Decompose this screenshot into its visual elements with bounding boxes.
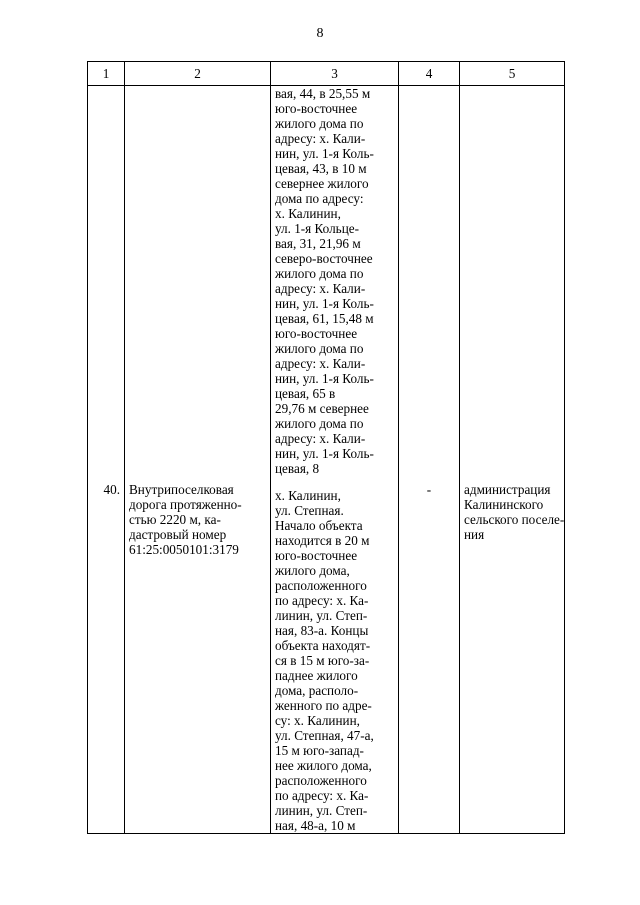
continued-text-line: цевая, 8 xyxy=(275,461,320,476)
row-number-cell xyxy=(88,86,125,834)
continued-text-line: вая, 31, 21,96 м xyxy=(275,236,361,251)
continued-text-line: адресу: х. Кали- xyxy=(275,281,366,296)
continued-text-line: адресу: х. Кали- xyxy=(275,356,366,371)
location-line: линин, ул. Степ- xyxy=(275,608,368,623)
continued-text-line: нин, ул. 1-я Коль- xyxy=(275,446,374,461)
location-line: ная, 83-а. Концы xyxy=(275,623,369,638)
column-4-value: - xyxy=(426,482,432,497)
column-header-5: 5 xyxy=(460,62,565,86)
location-line: юго-восточнее xyxy=(275,548,358,563)
location-line: находится в 20 м xyxy=(275,533,370,548)
location-text xyxy=(275,488,394,833)
continued-text-line: цевая, 61, 15,48 м xyxy=(275,311,374,326)
location-line: линин, ул. Степ- xyxy=(275,803,368,818)
continued-text-line: юго-восточнее xyxy=(275,101,358,116)
column-header-4: 4 xyxy=(399,62,460,86)
continued-text-line: нин, ул. 1-я Коль- xyxy=(275,371,374,386)
continued-text-line: жилого дома по xyxy=(275,116,364,131)
table-header-row xyxy=(88,62,565,86)
continued-text-line: жилого дома по xyxy=(275,266,364,281)
continued-text-line: 29,76 м севернее xyxy=(275,401,369,416)
object-name-line: дорога протяженно- xyxy=(129,497,242,512)
continued-text-line: х. Калинин, xyxy=(275,206,341,221)
location-line: жилого дома, xyxy=(275,563,350,578)
location-line: паднее жилого xyxy=(275,668,358,683)
location-line: женного по адре- xyxy=(275,698,372,713)
column-header-1: 1 xyxy=(88,62,125,86)
location-line: дома, располо- xyxy=(275,683,359,698)
object-name-line: Внутрипоселковая xyxy=(129,482,234,497)
continued-text-line: жилого дома по xyxy=(275,416,364,431)
location-line: расположенного xyxy=(275,578,367,593)
continued-location-text xyxy=(275,86,394,476)
continued-text-line: северо-восточнее xyxy=(275,251,373,266)
continued-text-line: цевая, 65 в xyxy=(275,386,336,401)
location-line: су: х. Калинин, xyxy=(275,713,360,728)
location-line: расположенного xyxy=(275,773,367,788)
continued-text-line: адресу: х. Кали- xyxy=(275,131,366,146)
location-line: Начало объекта xyxy=(275,518,363,533)
location-line: ул. Степная, 47-а, xyxy=(275,728,374,743)
object-name-line: 61:25:0050101:3179 xyxy=(129,542,239,557)
location-line: ная, 48-а, 10 м xyxy=(275,818,356,833)
continued-text-line: адресу: х. Кали- xyxy=(275,431,366,446)
location-cell xyxy=(271,86,399,834)
continued-text-line: севернее жилого xyxy=(275,176,369,191)
column-header-3: 3 xyxy=(271,62,399,86)
location-line: ул. Степная. xyxy=(275,503,344,518)
owner-cell xyxy=(460,86,565,834)
continued-text-line: вая, 44, в 25,55 м xyxy=(275,86,371,101)
object-name-line: дастровый номер xyxy=(129,527,227,542)
table-row xyxy=(88,86,565,834)
location-line: объекта находят- xyxy=(275,638,371,653)
continued-text-line: юго-восточнее xyxy=(275,326,358,341)
continued-text-line: нин, ул. 1-я Коль- xyxy=(275,146,374,161)
location-line: по адресу: х. Ка- xyxy=(275,788,369,803)
column-header-2: 2 xyxy=(125,62,271,86)
continued-text-line: дома по адресу: xyxy=(275,191,364,206)
page-number: 8 xyxy=(316,26,324,41)
location-line: х. Калинин, xyxy=(275,488,341,503)
location-line: ся в 15 м юго-за- xyxy=(275,653,370,668)
continued-text-line: цевая, 43, в 10 м xyxy=(275,161,367,176)
continued-text-line: нин, ул. 1-я Коль- xyxy=(275,296,374,311)
owner-line: администрация xyxy=(464,482,551,497)
location-line: 15 м юго-запад- xyxy=(275,743,364,758)
object-name-line: стью 2220 м, ка- xyxy=(129,512,221,527)
document-table xyxy=(87,61,565,834)
object-name-cell xyxy=(125,86,271,834)
owner-text xyxy=(464,482,565,542)
column-4-cell xyxy=(399,86,460,834)
object-name-text xyxy=(129,482,266,557)
row-number: 40. xyxy=(103,482,120,497)
owner-line: ния xyxy=(464,527,485,542)
continued-text-line: ул. 1-я Кольце- xyxy=(275,221,359,236)
location-line: нее жилого дома, xyxy=(275,758,372,773)
owner-line: Калининского xyxy=(464,497,544,512)
owner-line: сельского поселе- xyxy=(464,512,565,527)
location-line: по адресу: х. Ка- xyxy=(275,593,369,608)
continued-text-line: жилого дома по xyxy=(275,341,364,356)
